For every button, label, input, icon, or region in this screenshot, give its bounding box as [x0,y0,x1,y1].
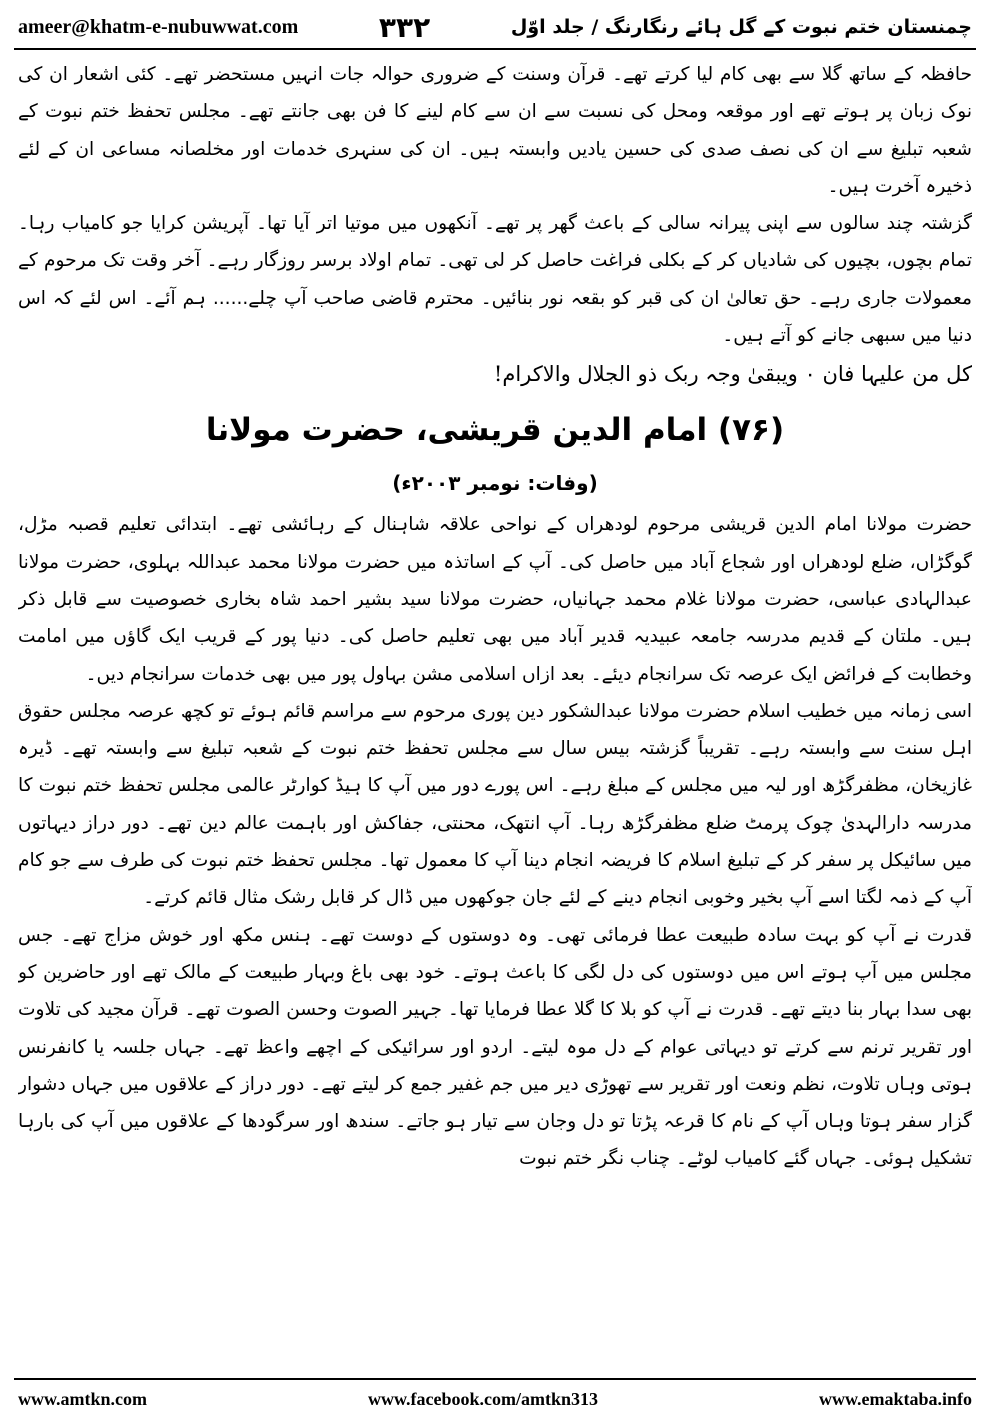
header-email: ameer@khatm-e-nubuwwat.com [18,15,299,38]
quranic-verse: کل من علیہا فان ۰ ویبقیٰ وجہ ربک ذو الجلال والاکرام! [493,362,972,387]
footer-link-emaktaba[interactable]: www.emaktaba.info [818,1388,972,1409]
footer-link-amtkn[interactable]: www.amtkn.com [18,1388,147,1409]
page-footer [18,1384,972,1414]
section-heading: (۷۶) امام الدین قریشی، حضرت مولانا [205,412,785,449]
paragraph-tribute-2: گزشتہ چند سالوں سے اپنی پیرانہ سالی کے باعث گھر پر تھے۔ آنکھوں میں موتیا اتر آیا تھا۔ آپریشن کرایا جو کامیاب رہا۔ تمام بچوں، بچیوں کی شادیاں کر کے بکلی فراغت حاصل کر لی تھی۔ تمام اولاد برسر روزگار رہے۔ آخر وقت تک مرحوم کے معمولات جاری رہے۔ حق تعالیٰ ان کی قبر کو بقعہ نور بنائیں۔ محترم قاضی صاحب آپ چلے...... ہم آئے۔ اس لئے کہ اس دنیا میں سبھی جانے کو آتے ہیں۔ [18,213,972,347]
page-body [18,56,972,1372]
book-title: چمنستان ختم نبوت کے گل ہائے رنگارنگ / جلد اوّل [510,16,972,38]
page-header [18,8,972,46]
paragraph-biography-1: حضرت مولانا امام الدین قریشی مرحوم لودھراں کے نواحی علاقہ شاہنال کے رہائشی تھے۔ ابتدائی تعلیم قصبہ مڑل، گوگڑاں، ضلع لودھراں اور شجاع آباد میں حاصل کی۔ آپ کے اساتذہ میں حضرت مولانا محمد عبداللہ بہلوی، حضرت مولانا عبدالہادی عباسی، حضرت مولانا غلام محمد جہانیاں، حضرت مولانا سید بشیر احمد شاہ بخاری خصوصیت سے قابل ذکر ہیں۔ ملتان کے قدیم مدرسہ جامعہ عبیدیہ قدیر آباد میں بھی تعلیم حاصل کی۔ دنیا پور کے قریب ایک گاؤں میں امامت وخطابت کے فرائض ایک عرصہ تک سرانجام دیئے۔ بعد ازاں اسلامی مشن بہاول پور میں بھی خدمات سرانجام دیں۔ [18,514,972,685]
paragraph-biography-2: اسی زمانہ میں خطیب اسلام حضرت مولانا عبدالشکور دین پوری مرحوم سے مراسم قائم ہوئے تو کچھ عرصہ مجلس حقوق اہل سنت سے وابستہ رہے۔ تقریباً گزشتہ بیس سال سے مجلس تحفظ ختم نبوت کے شعبہ تبلیغ سے وابستہ تھے۔ ڈیرہ غازیخان، مظفرگڑھ اور لیہ میں مجلس کے مبلغ رہے۔ اس پورے دور میں آپ کا ہیڈ کوارٹر عالمی مجلس تحفظ ختم نبوت کا مدرسہ دارالہدیٰ چوک پرمٹ ضلع مظفرگڑھ رہا۔ آپ انتھک، محنتی، جفاکش اور باہمت عالم دین تھے۔ دور دراز دیہاتوں میں سائیکل پر سفر کر کے تبلیغ اسلام کا فریضہ انجام دینا آپ کا معمول تھا۔ مجلس تحفظ ختم نبوت کی طرف سے جو کام آپ کے ذمہ لگتا اسے آپ بخیر وخوبی انجام دینے کے لئے جان جوکھوں میں ڈال کر قابل رشک مثال قائم کرتے۔ [18,700,972,909]
paragraph-biography-3: قدرت نے آپ کو بہت سادہ طبیعت عطا فرمائی تھی۔ وہ دوستوں کے دوست تھے۔ ہنس مکھ اور خوش مزاج تھے۔ جس مجلس میں آپ ہوتے اس میں دوستوں کی دل لگی کا باعث ہوتے۔ خود بھی باغ وبہار طبیعت کے مالک تھے اور حاضرین کو بھی سدا بہار بنا دیتے تھے۔ قدرت نے آپ کو بلا کا گلا عطا فرمایا تھا۔ جہیر الصوت وحسن الصوت تھے۔ قرآن مجید کی تلاوت اور تقریر ترنم سے کرتے تو دیہاتی عوام کے دل موہ لیتے۔ اردو اور سرائیکی کے اچھے واعظ تھے۔ جہاں جلسہ یا کانفرنس ہوتی وہاں تلاوت، نظم ونعت اور تقریر سے تھوڑی دیر میں جم غفیر جمع کر لیتے تھے۔ دور دراز کے علاقوں میں جہاں دشوار گزار سفر ہوتا وہاں آپ کے نام کا قرعہ پڑتا تو دل وجان سے تیار ہو جاتے۔ سندھ اور سرگودھا کے علاقوں میں آپ کی بارہا تشکیل ہوئی۔ جہاں گئے کامیاب لوٹے۔ چناب نگر ختم نبوت [18,924,972,1170]
paragraph-tribute-1: حافظہ کے ساتھ گلا سے بھی کام لیا کرتے تھے۔ قرآن وسنت کے ضروری حوالہ جات انہیں مستحضر تھے۔ کئی اشعار ان کی نوک زبان پر ہوتے تھے اور موقعہ ومحل کی نسبت سے ان سے کام لینے کا فن بھی جانتے تھے۔ مجلس تحفظ ختم نبوت کے شعبہ تبلیغ سے ان کی نصف صدی کی حسین یادیں وابستہ ہیں۔ ان کی سنہری خدمات اور مخلصانہ مساعی ان کے لئے ذخیرہ آخرت ہیں۔ [18,64,972,197]
header-rule [14,48,976,50]
footer-link-facebook[interactable]: www.facebook.com/amtkn313 [367,1388,598,1409]
page-number: ۳۳۲ [378,10,431,44]
death-date: (وفات: نومبر ۲۰۰۳ء) [392,471,598,496]
footer-rule [14,1378,976,1380]
